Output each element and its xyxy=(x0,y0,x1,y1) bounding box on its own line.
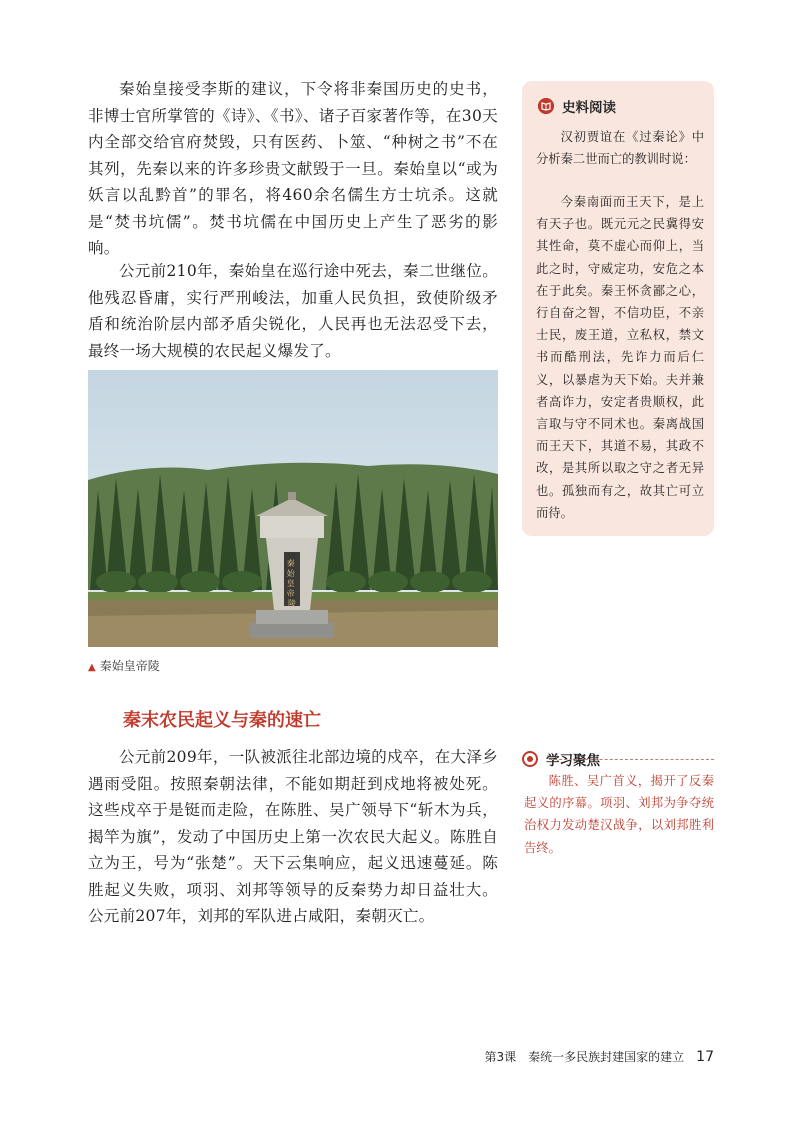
photo-caption xyxy=(88,657,160,674)
page-footer xyxy=(470,1048,714,1065)
stele-char-4: 帝 xyxy=(286,589,295,598)
historical-sources-intro: 汉初贾谊在《过秦论》中分析秦二世而亡的教训时说： xyxy=(536,130,704,167)
historical-sources-title: 史料阅读 xyxy=(562,100,616,116)
historical-sources-box xyxy=(522,81,714,536)
focus-icon xyxy=(522,751,538,767)
historical-sources-header xyxy=(538,96,616,116)
historical-sources-quote: 今秦南面而王天下，是上有天子也。既元元之民冀得安其性命，莫不虚心而仰上，当此之时，守威定功，安危之本在于此矣。秦王怀贪鄙之心，行自奋之智，不信功臣，不亲士民，废王道，立私权，禁文书而酷刑法，先诈力而后仁义，以暴虐为天下始。夫并兼者高诈力，安定者贵顺权，此言取与守不同术也。秦离战国而王天下，其道不易，其政不改，是其所以取之守之者无异也。孤独而有之，故其亡可立而待。 xyxy=(536,195,704,520)
stele-inscription xyxy=(287,558,298,608)
study-focus-divider xyxy=(549,759,714,760)
body-paragraph-peasant-uprising: 公元前209年，一队被派往北部边境的戍卒，在大泽乡遇雨受阻。按照秦朝法律，不能如期赶到戍地将被处死。这些戍卒于是铤而走险，在陈胜、吴广领导下“斩木为兵，揭竿为旗”，发动了中国历史上第一次农民大起义。陈胜自立为王，号为“张楚”。天下云集响应，起义迅速蔓延。陈胜起义失败，项羽、刘邦等领导的反秦势力却日益壮大。公元前207年，刘邦的军队进占咸阳，秦朝灭亡。 xyxy=(88,748,498,925)
stele-char-3: 皇 xyxy=(286,579,295,588)
section-title: 秦末农民起义与秦的速亡 xyxy=(123,710,321,731)
study-focus-title: 学习聚焦 xyxy=(546,753,600,769)
stele-char-1: 秦 xyxy=(286,559,295,568)
qin-mausoleum-photo xyxy=(88,370,498,647)
stele-char-2: 始 xyxy=(286,569,295,578)
reading-icon xyxy=(538,98,554,114)
caption-text: 秦始皇帝陵 xyxy=(99,659,160,673)
footer-lesson-title: 第3课 秦统一多民族封建国家的建立 xyxy=(484,1050,685,1064)
caption-marker-icon: ▲ xyxy=(88,662,96,673)
page-number: 17 xyxy=(696,1049,714,1065)
study-focus-text: 陈胜、吴广首义，揭开了反秦起义的序幕。项羽、刘邦为争夺统治权力发动楚汉战争，以刘邦胜利告终。 xyxy=(524,774,714,855)
stele-char-5: 陵 xyxy=(288,599,296,608)
body-paragraph-burning-books: 秦始皇接受李斯的建议，下令将非秦国历史的史书，非博士官所掌管的《诗》、《书》、诸子百家著作等，在30天内全部交给官府焚毁，只有医药、卜筮、“种树之书”不在其列，先秦以来的许多珍贵文献毁于一旦。秦始皇以“或为妖言以乱黔首”的罪名，将460余名儒生方士坑杀。这就是“焚书坑儒”。焚书坑儒在中国历史上产生了恶劣的影响。 xyxy=(88,80,498,257)
body-paragraph-qin-second-emperor: 公元前210年，秦始皇在巡行途中死去，秦二世继位。他残忍昏庸，实行严刑峻法，加重人民负担，致使阶级矛盾和统治阶层内部矛盾尖锐化，人民再也无法忍受下去，最终一场大规模的农民起义爆发了。 xyxy=(88,262,498,360)
